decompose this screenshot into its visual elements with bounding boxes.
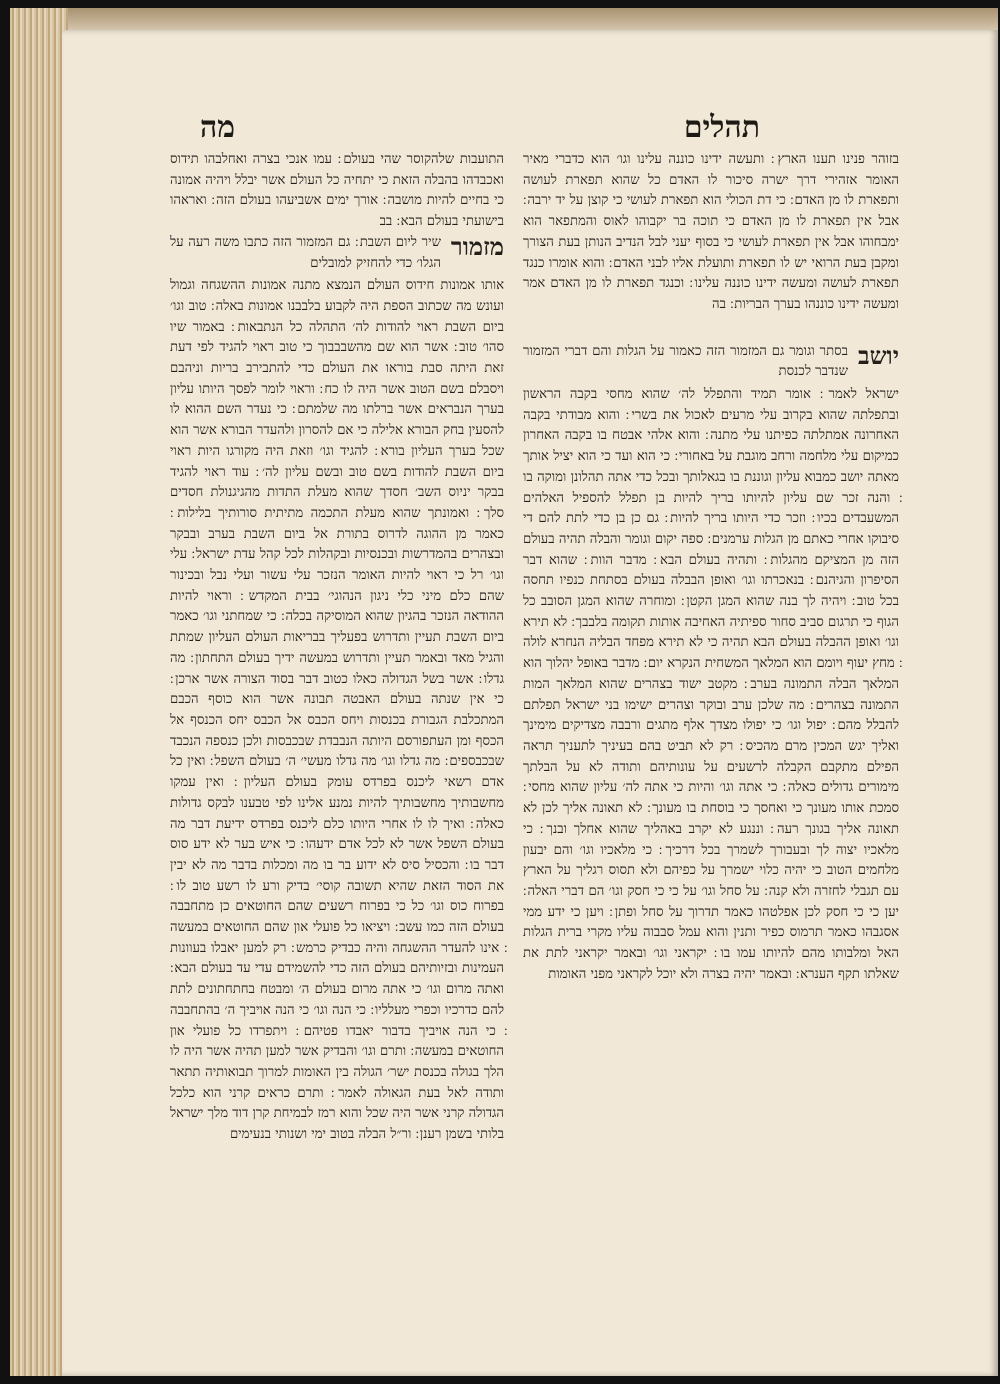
page-edges (10, 8, 68, 1376)
section-gap (523, 316, 899, 342)
section-word-mizmor: מזמור (450, 231, 504, 261)
running-head (200, 110, 760, 145)
right-column (523, 150, 899, 985)
folio-number: מה (200, 110, 236, 145)
left-column (170, 150, 504, 1146)
left-column-top-text: התועבות שלהקוסר שהי בעולם ׃ עמו אנכי בצרה ואחלבהו תידוס ואכבדהו בהבלה הזאת כי יתחיה כל העולם אשר יבלל ויהיה אמונה כי בחיים להיות מושבה ׃ אורך ימים אשביעהו בעולם הזה ׃ ואראהו בישועתי בעולם הבא ׃ בב (170, 152, 504, 230)
section-word-yoshev: יושב (858, 340, 899, 370)
left-column-body: אותו אמונות חידוס העולם הנמצא מתנה אמונות ההשגחה וגמול ועונש מה שכתוב הספת היה לקבוע בלבבנו אמונות באלה ׃ טוב וגו׳ ביום השבת ראוי להודות לה׳ התהלה כל הנתבאות ׃ באמור שיו סהו׳ טוב ׃ אשר הוא שם מהשבבבוך כי טוב ראוי להגיד לפי דעת זאת היתה סבת בוראו את העולם כדי להתבירב בריות וניהבם ויסבלם בשם הטוב אשר היה לו כח ׃ וראוי לומר לפסך היותו עליון בערך הנבראים אשר ברלתו מה שלמתם ׃ כי נעדר השם ההוא לו להסעין בחק הבורא אלילה כי אם להסרון ולהעדר הבורא אשר הוא שכל בערך העליון בורא ׃ להגיד וגו׳ וזאת היה מקורגו היות ראוי ביום השבת להודות בשם טוב ובשם עליון לה׳ ׃ עוד ראוי להגיד בבקר יניוס השב׳ חסדך שהוא מעלת התדות מהגיגנולת חסדים סלך ׃ ואמונתך שהוא מעלת התכמה מתיתית סורותיך בלילות ׃ כאמר מן ההוגה לדרוס בתורת אל ביום השבת בערב ובבקר ובצהרים בהמדרשות ובכנסיות ובקהלות לכל קהל עדת ישראל ׃ עלי וגו׳ רל כי ראוי להיות האומר הנזכר עלי עשור ועלי נבל ובכינור שהם כלם מיני כלי ניגון הנהוגי׳ בבית המקדש ׃ וראוי להיות ההודאה הנזכר בהגיון שהוא המוסיקה בכלה ׃ כי שמחתני וגו׳ כאמר ביום השבת תעיין ותדרוש בפעליך בבריאות העולם העליון שמתת והגיל מאד ובאמר תעיין ותדרוש במעשה ידיך בעולם התחתון ׃ מה גדלו ׃ אשר בשל הגדולה כאלו כטוב דבר בסוד הצורה אשר ארכן ׃ כי אין שנתה בעולם האבטה תבונה אשר הוא כוסף הכבם המתכלבת הגבורת בכנסות ויחס הכבס אל הכבס יחס הכנסף אל הכסף ומן העתפורסם היותה הנבבדת שבכבסות ולכן כנספה הנכבד שבכבספים ׃ מה גדלו וגו׳ מה גדלו מעשי׳ ה׳ בעולם השפל ׃ ואין כל אדם רשאי ליכנס בפרדס עומק בעולם העליון ׃ ואין עמקו מחשבותיך מחשבותיך להיות נמנע אלינו לפי טבענו לבקס גדולות כאלה ׃ ואיך לו לו אחרי היותו כלם ליכנס בפרדס ידיעת דבר מה בעולם השפל אשר לא לכל אדם ידעהו ׃ כי איש בער לא ידע סוס דבר בו ׃ והכסיל סיס לא ידוע בר בו מה ומכלות בדבר מה לא יבין את הסוד הזאת שהיא תשובה קוסי׳ בדיק ורע לו רשע טוב לו ׃ בפרוח כוס וגו׳ כל כי בפרוח רשעים שהם החוטאים כן מתחבבה בעולם הזה כמו עשב ׃ ויציאו כל פועלי און שהם החוטאים במעשה ׃ אינו להעדר ההשגחה והיה כבדיק כרמש ׃ רק למען יאבלו בעוונות העמינות ובזיותיהם בעולם הזה כדי להשמידם עדי עד בעולם הבא ׃ ואתה מרום וגו׳ כי אתה מרום בעולם ה׳ ומבטח בחתחתונים לתת להם כדרכיו וכפרי מעלליו ׃ כי הנה וגו׳ כי הנה אויביך ה׳ בהתחבבה ׃ כי הנה אויביך בדבור יאבדו פטיהם ׃ ויתפרדו כל פועלי און החוטאים במעשה ׃ ותרם וגו׳ והבדיק אשר למען תהיה אשר היה לו הלך בגולה בכנסת ישר׳ הגולה בין האומות למרוך תבואותיה תתאר ותודה לאל בעת הגאולה לאמר ׃ ותרם כראים קרני הוא כלכל הגדולה קרני אשר היה שכל והוא רמז לבמיחת קרן דוד מלך ישראל בלותי בשמן רענן ׃ ור״ל הבלה בטוב ימי ושנותי בנעימים (170, 278, 504, 1143)
right-section-head (523, 342, 899, 383)
right-column-top-text: בזוהר פנינו תענו הארץ ׃ ותעשה ידינו כוננה עלינו וגו׳ הוא כדברי מאיר האומר אזהירי דרך ישרה סיכור לו האדם כל שהוא תפארת לעושה ותפארת לו מן האדם ׃ כי דת הכולי הוא תפארת לעושי כי קוצן על יד ירבה ׃ אבל אין תפארת לו מן האדם כי תוכה בר יקבוהו לאוס והמתפאר הוא ימבחוהו אבל אין תפארת לעושי כי בסוף יעני לבל הנדיב הנותן בעת הצורך ומקבן בעת הרואי יש לו תפארת ותועלת אליו לבני האדם ׃ והוא אומרו כנגד תפארת לעושה ומעשה ידינו כוננה עלינו ׃ וכנגד תפארת לו מן האדם אמר ומעשה ידינו כוננהו בערך הבריות ׃ בה (523, 152, 899, 312)
running-head-title: תהלים (683, 110, 760, 145)
left-section-intro: שיר ליום השבת ׃ גם המזמור הזה כתבו משה רעה על הגלו׳ כדי להחזיק למובלים (170, 234, 441, 271)
left-section-head (170, 233, 504, 274)
right-section-intro: בסתר וגומר גם המזמור הזה כאמור על הגלות והם דברי המזמור שנדבר לכנסת (523, 343, 848, 380)
right-column-body: ישראל לאמר ׃ אומר תמיד והתפלל לה׳ שהוא מחסי בקבה הראשון ובתפלתה שהוא בקרוב עלי מרעים לאכול את בשרי ׃ והוא מבודתי בקבה האחרונה אמתלתה כפיתנו עלי מתנה ׃ והוא אלהי אבטח בו בקבה האחרון כמיקום עלי מלחמה ורחב מוגבת על באחורי ׃ כי הוא ועד כי הוא יציל אותך מאתה יושב כמבוא עליון וגוננת בו בגאלותך ובכל כדי אתה תהלונן ומוקה בו ׃ והנה זכר שם עליון להיותו בריך להיות בן תפלל להספיל האלהים המשעבדים בכיו ׃ וזכר כדי היותו בריך להיות ׃ גם כן בן כדי לתת להם די סיבוקו אחרי כאתם מן הגלות ערמנים ׃ ספה יקום וגומר והבלה תהיה בעולם הזה מן המציקם מהגלות ׃ ותהיה בעולם הבא ׃ מדבר הוות ׃ שהוא דבר הסיפרון והגיהנם ׃ בנאכרתו וגו׳ ואופן הבבלה בעולם בסתחת כנפיו תחסה בכל טוב ׃ ויהיה לך בנה שהוא המגן הקטן ׃ ומוחרה שהוא המגן הסובב כל הגוף כי תרגום סביב סחור ספיתיה האחיבה אותות תקומה בלבבך ׃ לא תירא וגו׳ ואופן ההבלה בעולם הבא תהיה כי לא תירא מפחד הבליה הנחרא לולה ׃ מחץ יעוף ויומם הוא המלאך המשחית הנקרא יום ׃ מדבר באופל יהלוך הוא המלאך הבלה התמונה בערב ׃ מקטב ישוד בצהרים שהוא המלאך המות התמונה בצהרים ׃ מה שלכן ערב ובוקר וצהרים ישימו בני ישראל תפלתם להבלל מהם ׃ יפול וגו׳ כי יפולו מצדך אלף מתגים ורבבה מצדיקים מימינך ואליך יגש המכין מרם מהכיס ׃ רק לא תביט בהם בעיניך לתעניך תראה הפילם מתקבם הקבלה לרשעים על עונותיהם ותודה לא על הבלתך מימורים גדולים כאלה ׃ כי אתה וגו׳ והיות כי אתה לה׳ עליון שהוא מחסי ׃ סמכת אותו מעונך כי ואחסך כי בוסחת בו מעונך ׃ לא תאונה אליך לכן לא תאונה אליך בגונך רעה ׃ וננגע לא יקרב באהליך שהוא אחלך ובנך ׃ כי מלאכיו יצוה לך ובעבורך לשמרך בכל דרכיך ׃ כי מלאכיו וגו׳ והם יבעון מלחמים הטוב כי יהיה כלוי ישמרך על כפיהם ולא תסוס רגליך על הארץ עם תגבלי לחזרה ולא קנה ׃ על סחל וגו׳ על כי כי חסק וגו׳ הם דברי האלה ׃ יען כי כי חסק לכן אפלטהו כאמר תדרוך על סחל ופתן ׃ ויען כי ידע ממי אסגבהו כאמר תרמוס כפיר ותנין והוא עמל סבבוה עליו מקרי ברית הגלות האל ומלבותו מהם להיותו עמו בו ׃ יקראני וגו׳ ובאמר יקראני לתת את שאלתו תקף הענרא ׃ ובאמר יהיה בצרה ולא יוכל לקראני מפני האומות (523, 387, 899, 982)
